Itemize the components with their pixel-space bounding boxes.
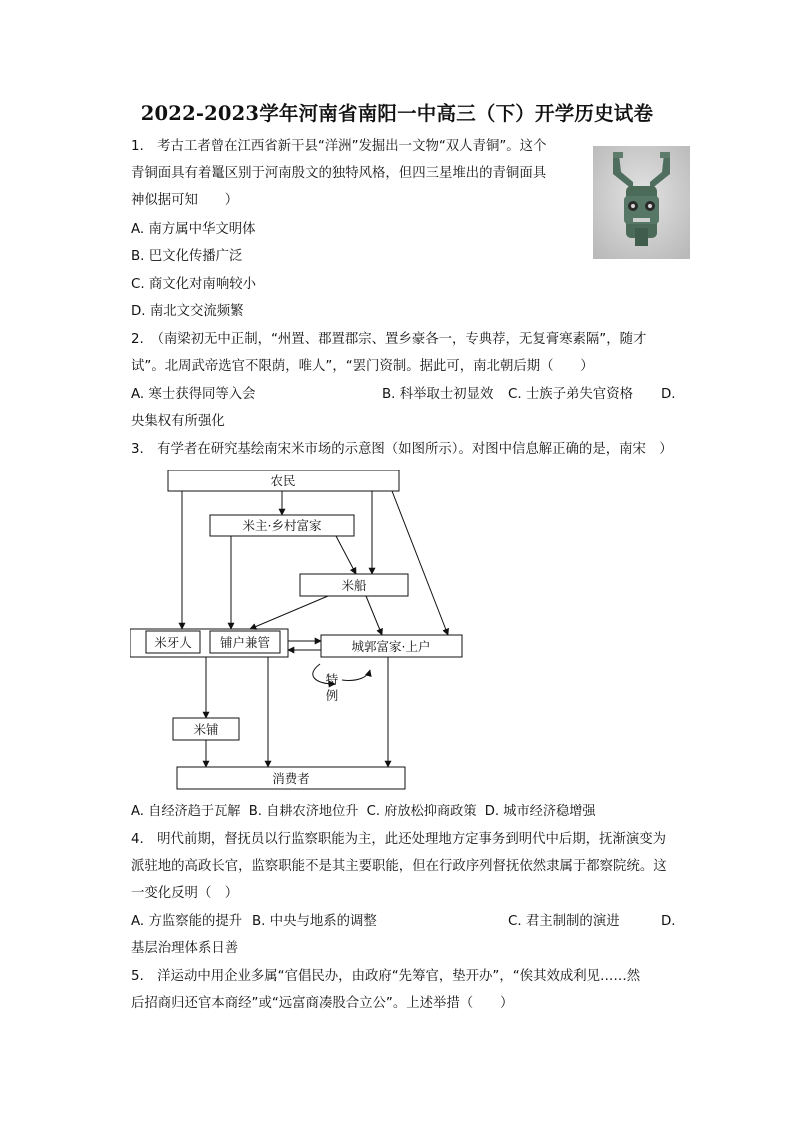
- page-title: 2022-2023学年河南省南阳一中高三（下）开学历史试卷: [140, 102, 654, 125]
- q2-option-c: C. 士族子弟失官资格: [508, 387, 633, 402]
- bronze-mask-photo: [593, 146, 690, 259]
- arrow-boat-shop: [250, 596, 328, 629]
- q4-option-d: D.: [661, 914, 676, 929]
- q1-option-a: A. 南方属中华文明体: [131, 222, 256, 237]
- label-shop-manager: 铺户兼管: [219, 635, 271, 650]
- rice-market-diagram: [130, 470, 470, 796]
- arrow-owners-boat: [336, 536, 356, 574]
- label-special-case-2: 例: [325, 688, 339, 703]
- q2-option-b: B. 科举取士初显效: [382, 387, 494, 402]
- q3-option-a: A. 自经济趋于瓦解: [131, 804, 241, 819]
- q4-option-c: C. 君主制制的演进: [508, 914, 620, 929]
- q3-options: [131, 803, 600, 821]
- q2-option-d: D.: [661, 387, 676, 402]
- q3-line-1: 3. 有学者在研究基绘南宋米市场的示意图（如图所示）。对图中信息解正确的是，南宋 ）: [131, 442, 673, 457]
- arrow-boat-city: [366, 596, 382, 635]
- q4-option-a: A. 方监察能的提升: [131, 914, 243, 929]
- label-special-case-1: 特: [325, 672, 339, 687]
- q1-line-2: 青铜面具有着鼍区别于河南殷文的独特风格，但四三星堆出的青铜面具: [131, 166, 547, 181]
- label-city-rich: 城郭富家·上户: [351, 639, 431, 654]
- label-rice-broker: 米牙人: [154, 635, 192, 650]
- q2-option-d-text: 央集权有所强化: [131, 414, 225, 429]
- q1-line-1: 1. 考古工者曾在江西省新干县“洋洲”发掘出一文物“双人青铜”。这个: [131, 139, 547, 154]
- label-rice-shop: 米铺: [193, 722, 219, 737]
- q5-line-1: 5. 洋运动中用企业多属“官倡民办，由政府“先筹官，垫开办”，“俟其效成利见……然: [131, 969, 641, 984]
- q3-option-c: C. 府放松抑商政策: [366, 804, 477, 819]
- q2-option-a: A. 寒士获得同等入会: [131, 387, 256, 402]
- q3-option-d: D. 城市经济稳增强: [484, 804, 596, 819]
- arrow-farmers-city: [392, 491, 448, 635]
- q4-line-2: 派驻地的高政长官，监察职能不是其主要职能，但在行政序列督抚依然隶属于都察院统。这: [131, 859, 667, 874]
- label-rice-owners: 米主·乡村富家: [242, 518, 322, 533]
- q5-line-2: 后招商归还官本商经”或“远富商凑股合立公”。上述举措（ ）: [131, 996, 514, 1011]
- q1-line-3: 神似据可知 ）: [131, 193, 239, 208]
- q3-option-b: B. 自耕农济地位升: [248, 804, 359, 819]
- q2-line-2: 试”。北周武帝选官不限荫，唯人”，“罢门资制。据此可，南北朝后期（ ）: [131, 359, 594, 374]
- q4-line-1: 4. 明代前期，督抚员以行监察职能为主，此还处理地方定事务到明代中后期，抚渐演变为: [131, 832, 667, 847]
- q4-line-3: 一变化反明（ ）: [131, 886, 239, 901]
- q1-option-d: D. 南北文交流频繁: [131, 304, 244, 319]
- label-rice-boat: 米船: [341, 578, 367, 593]
- q1-option-c: C. 商文化对南响较小: [131, 277, 256, 292]
- label-farmers: 农民: [270, 473, 296, 488]
- arrow-special-case-2: [342, 670, 370, 680]
- q4-option-d-text: 基层治理体系日善: [131, 941, 239, 956]
- q2-line-1: 2. （南梁初无中正制，“州置、郡置郡宗、置乡豪各一，专典荐，无复膏寒素隔”，随才: [131, 332, 647, 347]
- q1-option-b: B. 巴文化传播广泛: [131, 249, 243, 264]
- label-consumers: 消费者: [272, 771, 310, 786]
- q4-option-b: B. 中央与地系的调整: [252, 914, 377, 929]
